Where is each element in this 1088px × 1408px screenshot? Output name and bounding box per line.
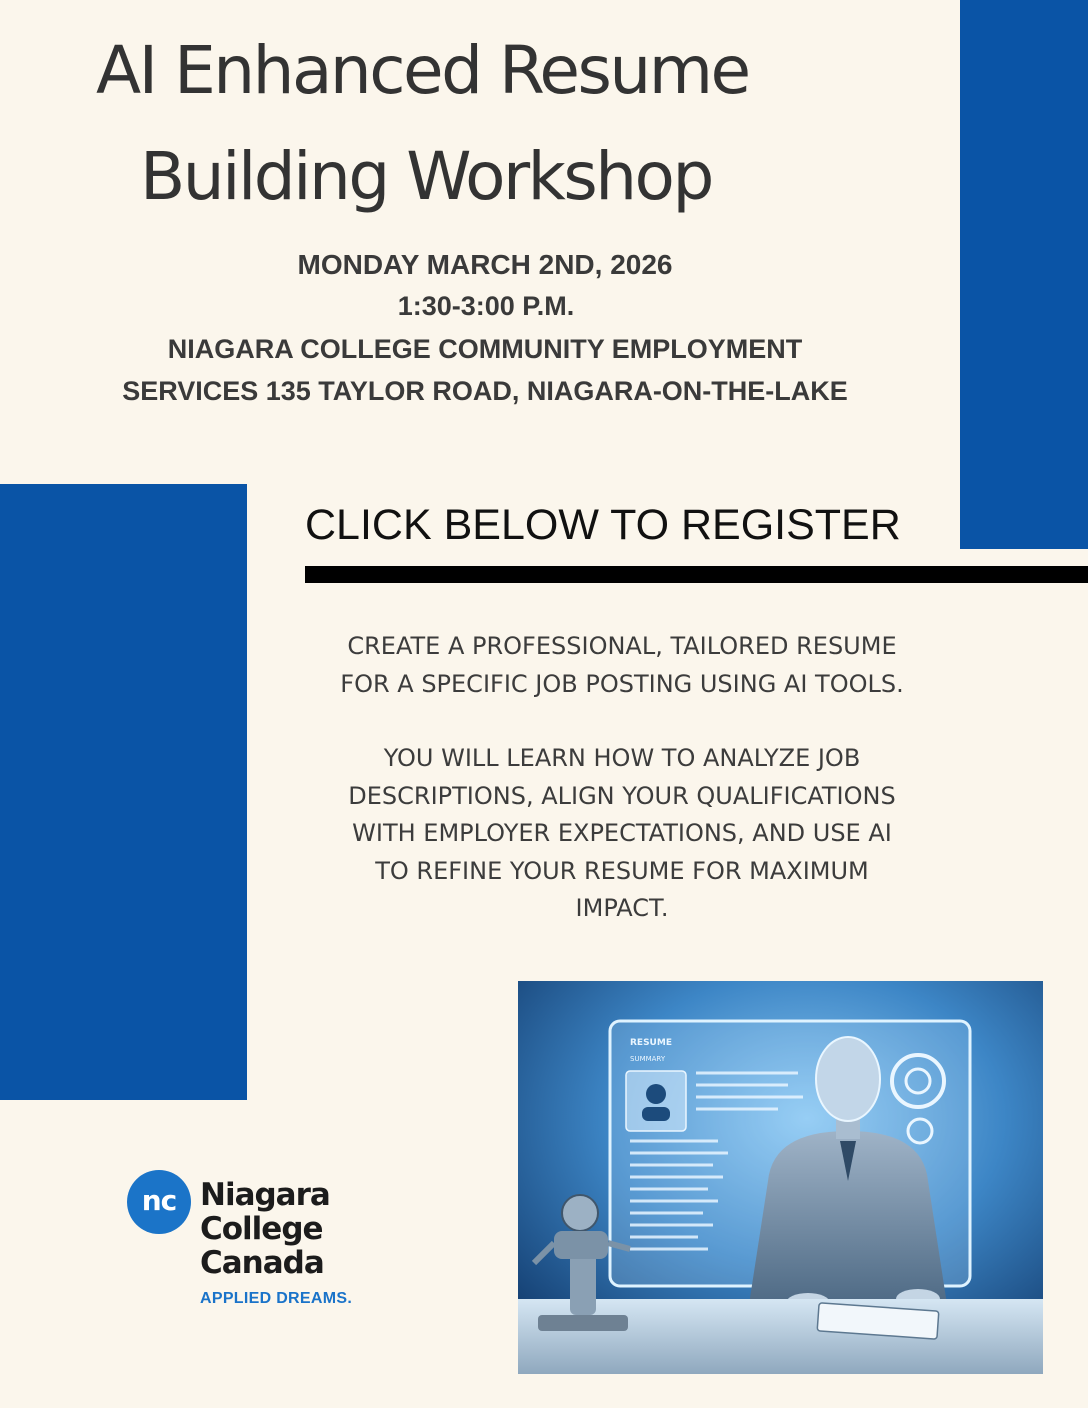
logo-line-3: Canada xyxy=(200,1245,324,1281)
top-right-blue-block xyxy=(960,0,1088,549)
description-paragraph-2 xyxy=(290,740,954,928)
screen-subheader: SUMMARY xyxy=(630,1055,666,1063)
description-line: IMPACT. xyxy=(575,894,669,922)
ai-resume-illustration-svg xyxy=(518,981,1043,1374)
event-time: 1:30-3:00 P.M. xyxy=(397,291,575,321)
logo-monogram-icon: nc xyxy=(127,1170,191,1234)
logo-line-1: Niagara xyxy=(200,1177,330,1213)
description-line: YOU WILL LEARN HOW TO ANALYZE JOB xyxy=(383,744,861,772)
logo-line-2: College xyxy=(200,1211,323,1247)
register-divider xyxy=(305,566,1088,583)
description-line: TO REFINE YOUR RESUME FOR MAXIMUM xyxy=(375,856,869,885)
description-line: CREATE A PROFESSIONAL, TAILORED RESUME xyxy=(347,632,897,660)
left-blue-block xyxy=(0,484,247,1100)
page-title-line-1: AI Enhanced Resume xyxy=(96,32,749,109)
event-location-line-2: SERVICES 135 TAYLOR ROAD, NIAGARA-ON-THE-LAKE xyxy=(122,376,848,406)
ai-resume-illustration xyxy=(518,981,1043,1374)
screen-header: RESUME xyxy=(630,1038,672,1048)
page-title-line-2: Building Workshop xyxy=(140,138,712,215)
description-line: WITH EMPLOYER EXPECTATIONS, AND USE AI xyxy=(352,819,892,847)
event-date: MONDAY MARCH 2ND, 2026 xyxy=(297,249,673,280)
description-paragraph-1 xyxy=(290,628,954,703)
description-line: FOR A SPECIFIC JOB POSTING USING AI TOOLS. xyxy=(340,669,904,698)
event-location-line-1: NIAGARA COLLEGE COMMUNITY EMPLOYMENT xyxy=(167,334,803,364)
register-heading[interactable]: CLICK BELOW TO REGISTER xyxy=(305,501,901,549)
description-line: DESCRIPTIONS, ALIGN YOUR QUALIFICATIONS xyxy=(348,781,896,810)
logo-wordmark xyxy=(200,1178,330,1280)
logo-tagline: APPLIED DREAMS. xyxy=(200,1290,353,1307)
